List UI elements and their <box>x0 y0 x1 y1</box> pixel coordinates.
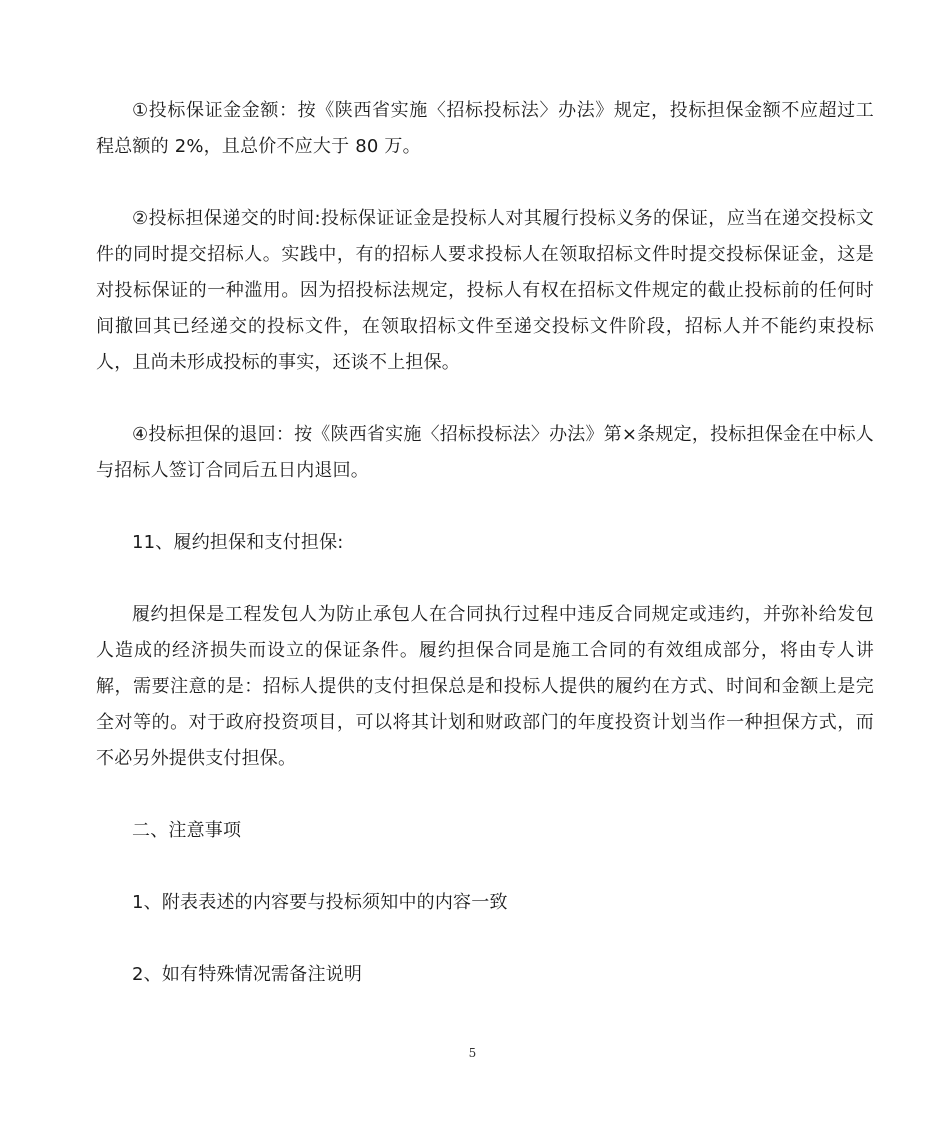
paragraph-spacer <box>96 921 874 957</box>
paragraph-spacer <box>96 489 874 525</box>
paragraph-spacer <box>96 561 874 597</box>
note-item-2: 2、如有特殊情况需备注说明 <box>132 964 363 985</box>
note-item-1: 1、附表表述的内容要与投标须知中的内容一致 <box>132 892 508 913</box>
paragraph-bid-bond-submission-time: ②投标担保递交的时间:投标保证证金是投标人对其履行投标义务的保证，应当在递交投标文件的同时提交招标人。实践中，有的招标人要求投标人在领取招标文件时提交投标保证金，这是对投标保证的一种滥用。因为招投标法规定，投标人有权在招标文件规定的截止投标前的任何时间撤回其已经递交的投标文件，在领取招标文件至递交投标文件阶段，招标人并不能约束投标人，且尚未形成投标的事实，还谈不上担保。 <box>96 208 874 373</box>
paragraph-bid-bond-amount: ①投标保证金金额：按《陕西省实施〈招标投标法〉办法》规定，投标担保金额不应超过工程总额的 2%，且总价不应大于 80 万。 <box>96 100 874 157</box>
paragraph-spacer <box>96 777 874 813</box>
paragraph-spacer <box>96 849 874 885</box>
paragraph-spacer <box>96 165 874 201</box>
page-number: 5 <box>468 1046 477 1060</box>
document-body <box>96 93 874 993</box>
paragraph-spacer <box>96 381 874 417</box>
paragraph-bid-bond-refund: ④投标担保的退回：按《陕西省实施〈招标投标法〉办法》第×条规定，投标担保金在中标人与招标人签订合同后五日内退回。 <box>96 424 874 481</box>
paragraph-performance-guarantee: 履约担保是工程发包人为防止承包人在合同执行过程中违反合同规定或违约，并弥补给发包人造成的经济损失而设立的保证条件。履约担保合同是施工合同的有效组成部分，将由专人讲解，需要注意的是：招标人提供的支付担保总是和投标人提供的履约在方式、时间和金额上是完全对等的。对于政府投资项目，可以将其计划和财政部门的年度投资计划当作一种担保方式，而不必另外提供支付担保。 <box>96 604 874 769</box>
section-heading-notes: 二、注意事项 <box>132 820 242 841</box>
section-heading-performance-guarantee: 11、履约担保和支付担保: <box>132 532 344 553</box>
